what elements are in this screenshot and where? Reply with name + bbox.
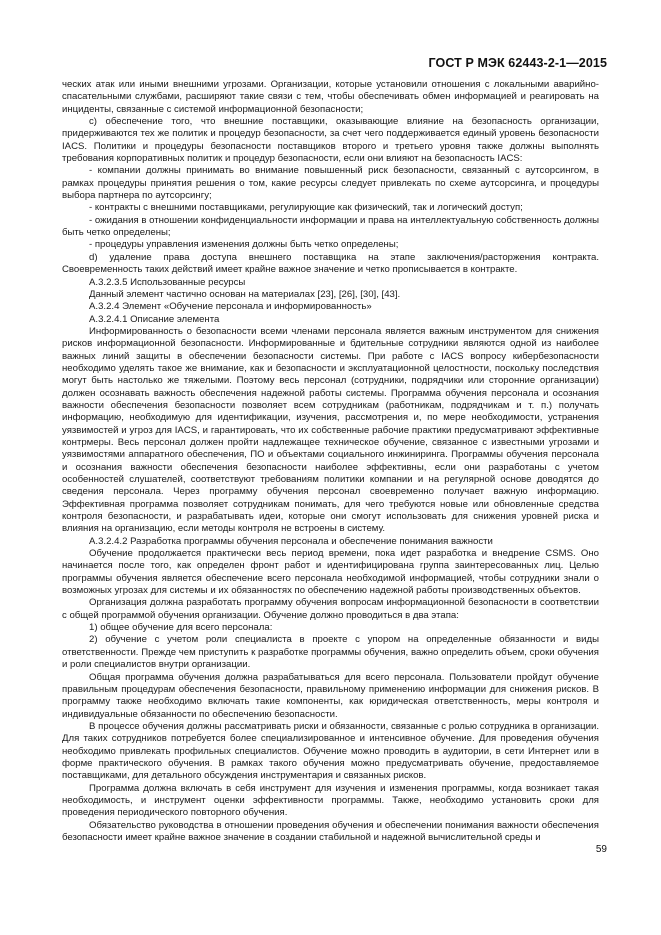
paragraph-bullet-change-management: - процедуры управления изменения должны быть четко определены;	[89, 239, 399, 251]
paragraph-general-program: Общая программа обучения должна разрабатываться для всего персонала. Пользователи пройдут обучение правильным процедурам обеспечения безопасности, правильному применению информации для снижения рисков. В программу также необходимо включать такие компоненты, как юридическая ответственность, меры контроля и индивидуальные обязанности по обеспечению безопасности.	[62, 671, 599, 720]
document-body	[62, 79, 599, 844]
paragraph-bullet-contracts: - контракты с внешними поставщиками, регулирующие как физический, так и логический доступ;	[89, 202, 523, 214]
section-heading-a3235: А.3.2.3.5 Использованные ресурсы	[89, 276, 246, 288]
paragraph-role-training: В процессе обучения должны рассматривать риски и обязанности, связанные с ролью сотрудника в организации. Для таких сотрудников потребуется более специализированное и интенсивное обучение. Для проведения обучения необходимо привлекать профильных специалистов. Обучение можно проводить в аудитории, в сети Интернет или в форме практического обучения. В рамках такого обучения можно предусматривать обучение, предоставляемое поставщиками, для детального обсуждения инструментария и связанных рисков.	[62, 720, 599, 782]
paragraph-element-description: Информированность о безопасности всеми членами персонала является важным инструментом для снижения рисков информационной безопасности. Информированные и бдительные сотрудники являются одной из наиболее важных линий защиты в обеспечении безопасности системы. При работе с IACS вопросу кибербезопасности необходимо уделять такое же внимание, как и безопасности и эксплуатационной целостности, поскольку последствия могут быть настолько же тяжелыми. Поэтому весь персонал (сотрудники, подрядчики или сторонние организации) должен осознавать важность обеспечения надежной работы системы. Программа обучения персонала и осознания важности обеспечения безопасности позволяет всем сотрудникам (работникам, подрядчикам и т. п.) получать информацию, необходимую для идентификации, изучения, рассмотрения и, по мере необходимости, устранения уязвимостей и угроз для IACS, и гарантировать, что их собственные рабочие практики предусматривают эффективные контрмеры. Весь персонал должен пройти надлежащее техническое обучение, связанное с известными угрозами и уязвимостями аппаратного обеспечения, ПО и объектами социального инжиниринга. Программы обучения персонала и осознания важности обеспечения безопасности наиболее эффективны, если они разработаны с учетом особенностей слушателей, соответствуют требованиям политики компании и на регулярной основе доводятся до сведения персонала. Через программу обучения персонал своевременно получает важную информацию. Эффективная программа позволяет сотрудникам понимать, для чего требуются новые или обновленные средства контроля безопасности, и разрабатывать идеи, которые они смогут использовать для снижения уровней риска и влияния на организацию, если методы контроля не встроены в систему.	[62, 325, 599, 535]
paragraph-management-commitment: Обязательство руководства в отношении проведения обучения и обеспечении понимания важности обеспечения безопасности имеет крайне важное значение в создании стабильной и надежной вычислительной среды и	[62, 819, 599, 843]
paragraph-bullet-outsourcing: - компании должны принимать во внимание повышенный риск безопасности, связанный с аутсорсингом, в рамках процедуры принятия решения о том, какие ресурсы следует привлекать по схеме аутсорсинга, и процедуры выбора партнера по аутсорсингу;	[62, 165, 599, 202]
paragraph-program-tools: Программа должна включать в себя инструмент для изучения и изменения программы, когда возникает такая необходимость, и инструмент оценки эффективности программы. Также, необходимо установить сроки для проведения периодического повторного обучения.	[62, 782, 599, 819]
paragraph-stage-1: 1) общее обучение для всего персонала:	[89, 622, 273, 634]
paragraph-training-continues: Обучение продолжается практически весь период времени, пока идет разработка и внедрение CSMS. Оно начинается после того, как определен фронт работ и идентифицирована группа заинтересованных лиц. Целью программы обучения является обеспечение всего персонала необходимой информацией, чтобы сотрудники знали о возможных угрозах для системы и их обязанностях по обеспечению надежной работы производственных объектов.	[62, 548, 599, 597]
section-heading-a3242: А.3.2.4.2 Разработка программы обучения персонала и обеспечение понимания важности	[89, 535, 493, 547]
document-header-title: ГОСТ Р МЭК 62443-2-1—2015	[428, 56, 607, 70]
section-heading-a324: А.3.2.4 Элемент «Обучение персонала и информированность»	[89, 301, 372, 313]
paragraph-item-d: d) удаление права доступа внешнего поставщика на этапе заключения/расторжения контракта. Своевременность таких действий имеет крайне важное значение и четко прописывается в контракте.	[62, 251, 599, 276]
paragraph-training-program: Организация должна разработать программу обучения вопросам информационной безопасности в соответствии с общей программой обучения организации. Обучение должно проводиться в два этапа:	[62, 597, 599, 621]
page-number: 59	[595, 844, 607, 855]
paragraph-continuation: ческих атак или иными внешними угрозами. Организации, которые установили отношения с локальными аварийно-спасательными службами, расширяют такие связи с тем, чтобы обеспечивать обмен информацией и реагировать на инциденты, связанные с системой информационной безопасности;	[62, 79, 599, 115]
paragraph-sources: Данный элемент частично основан на материалах [23], [26], [30], [43].	[89, 288, 401, 300]
paragraph-stage-2: 2) обучение с учетом роли специалиста в проекте с упором на определенные обязанности и виды ответственности. Прежде чем приступить к разработке программы обучения, важно определить объем, сроки обучения и роли специалистов внутри организации.	[62, 634, 599, 671]
paragraph-item-c: c) обеспечение того, что внешние поставщики, оказывающие влияние на безопасность организации, придерживаются тех же политик и процедур безопасности, за счет чего поддерживается единый уровень безопасности IACS. Политики и процедуры безопасности поставщиков второго и третьего уровня также должны выполнять требования корпоративных политик и процедур безопасности, если они влияют на безопасность IACS:	[62, 116, 599, 165]
section-heading-a3241: А.3.2.4.1 Описание элемента	[89, 313, 220, 325]
paragraph-bullet-confidentiality: - ожидания в отношении конфиденциальности информации и права на интеллектуальную собственность должны быть четко определены;	[62, 214, 599, 239]
